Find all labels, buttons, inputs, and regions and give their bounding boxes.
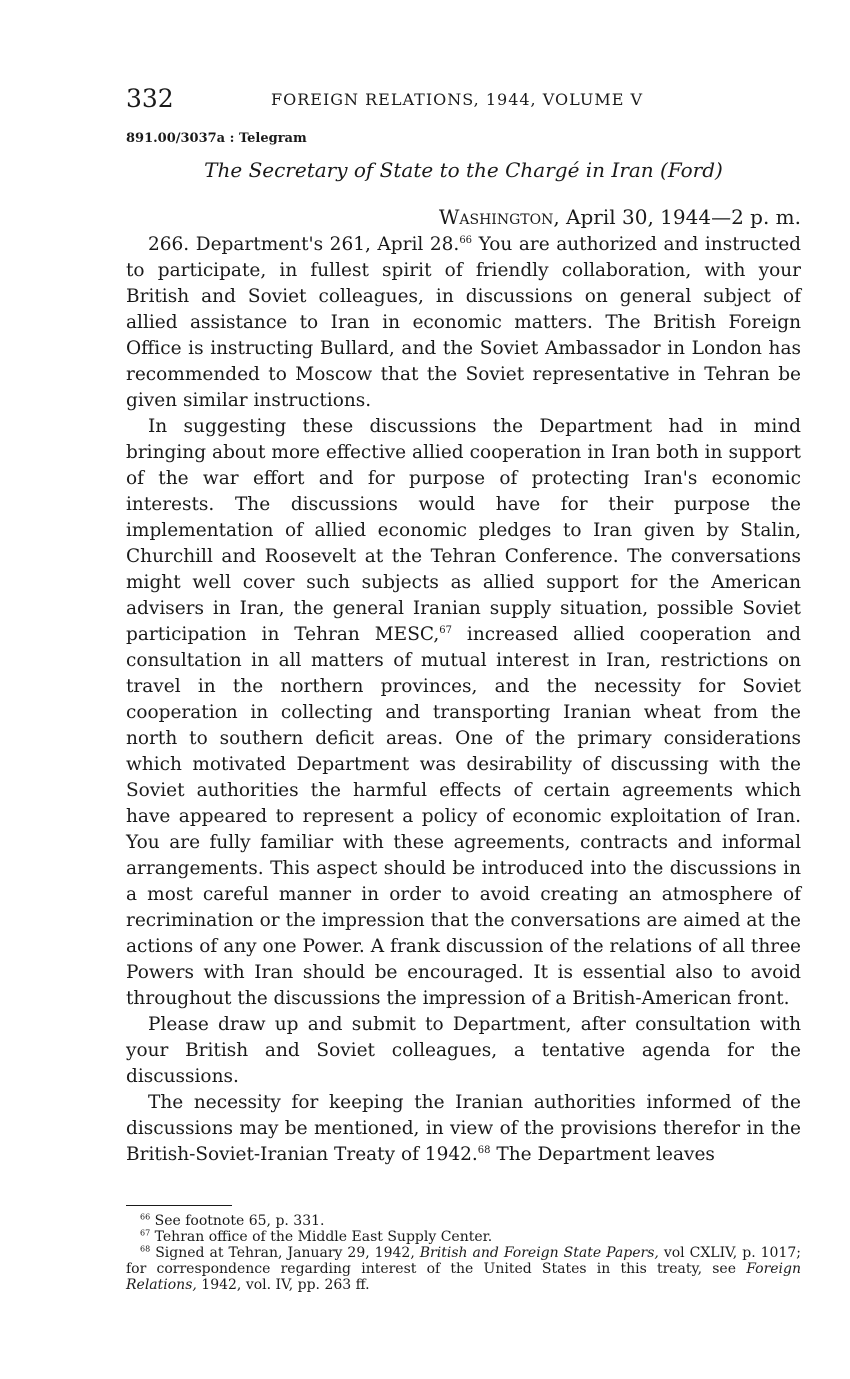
paragraph-4-text-a: The necessity for keeping the Iranian authorities informed of the discussions may be mentioned, in view of the provisions therefor in the British-Soviet-Iranian Treaty of 1942.	[126, 1092, 801, 1165]
footnote-mark: 66	[140, 1212, 151, 1222]
paragraph-3: Please draw up and submit to Department, after consultation with your British and Soviet colleagues, a tentative agenda for the discussions.	[126, 1014, 801, 1087]
telegram-body	[126, 232, 801, 1168]
document-reference: 891.00/3037a : Telegram	[126, 131, 307, 146]
footnote-68	[126, 1245, 801, 1293]
paragraph-1-text-b: You are authorized and instructed to participate, in fullest spirit of friendly collaboration, with your British and Soviet colleagues, in discussions on general subject of allied assistance to Iran in economic matters. The British Foreign Office is instructing Bullard, and the Soviet Ambassador in London has recommended to Moscow that the Soviet representative in Tehran be given similar instructions.	[126, 234, 801, 411]
running-title: FOREIGN RELATIONS, 1944, VOLUME V	[271, 90, 644, 109]
dateline-place: Washington,	[438, 205, 560, 229]
paragraph-2-text-b: increased allied cooperation and consultation in all matters of mutual interest in Iran, restrictions on travel in the northern provinces, and the necessity for Soviet cooperation in collecting and transporting Iranian wheat from the north to southern deficit areas. One of the primary considerations which motivated Department was desirability of discussing with the Soviet authorities the harmful effects of certain agreements which have appeared to represent a policy of economic exploitation of Iran. You are fully familiar with these agreements, contracts and informal arrangements. This aspect should be introduced into the discussions in a most careful manner in order to avoid creating an atmosphere of recrimination or the impression that the conversations are aimed at the actions of any one Power. A frank discussion of the relations of all three Powers with Iran should be encouraged. It is essential also to avoid throughout the discussions the impression of a British-American front.	[126, 624, 801, 1009]
footnotes	[126, 1213, 801, 1293]
footnote-mark: 67	[140, 1228, 151, 1238]
dateline	[126, 205, 801, 229]
footnote-text-b: vol CXLIV, p. 1017; for correspondence regarding interest of the United States in this treaty, see	[126, 1245, 801, 1277]
footnote-text: Tehran office of the Middle East Supply Center.	[154, 1229, 493, 1245]
footnote-ref-68: 68	[477, 1144, 491, 1156]
paragraph-4	[126, 1090, 801, 1168]
footnote-text-a: Signed at Tehran, January 29, 1942,	[155, 1245, 420, 1261]
footnote-ref-66: 66	[459, 234, 473, 246]
page-number: 332	[126, 84, 174, 113]
footnote-text-c: 1942, vol. IV, pp. 263 ff.	[196, 1277, 370, 1293]
footnote-66	[126, 1213, 801, 1229]
footnote-mark: 68	[140, 1244, 151, 1254]
footnote-text: See footnote 65, p. 331.	[154, 1213, 325, 1229]
paragraph-4-text-b: The Department leaves	[490, 1144, 715, 1165]
footnote-ref-67: 67	[439, 624, 452, 636]
footnote-citation-title: British and Foreign State Papers,	[419, 1245, 659, 1261]
dateline-date: April 30, 1944—2 p. m.	[566, 205, 801, 229]
footnote-67	[126, 1229, 801, 1245]
footnote-citation-series: Foreign Relations,	[126, 1261, 801, 1293]
paragraph-1-text-a: 266. Department's 261, April 28.	[148, 234, 460, 255]
footnote-divider	[126, 1205, 232, 1206]
document-title: The Secretary of State to the Chargé in Iran (Ford)	[204, 158, 723, 182]
paragraph-1	[126, 232, 801, 414]
paragraph-2	[126, 414, 801, 1012]
page-header	[126, 84, 801, 118]
paragraph-2-text-a: In suggesting these discussions the Department had in mind bringing about more effective allied cooperation in Iran both in support of the war effort and for purpose of protecting Iran's economic interests. The discussions would have for their purpose the implementation of allied economic pledges to Iran given by Stalin, Churchill and Roosevelt at the Tehran Conference. The conversations might well cover such subjects as allied support for the American advisers in Iran, the general Iranian supply situation, possible Soviet participation in Tehran MESC,	[126, 416, 801, 645]
